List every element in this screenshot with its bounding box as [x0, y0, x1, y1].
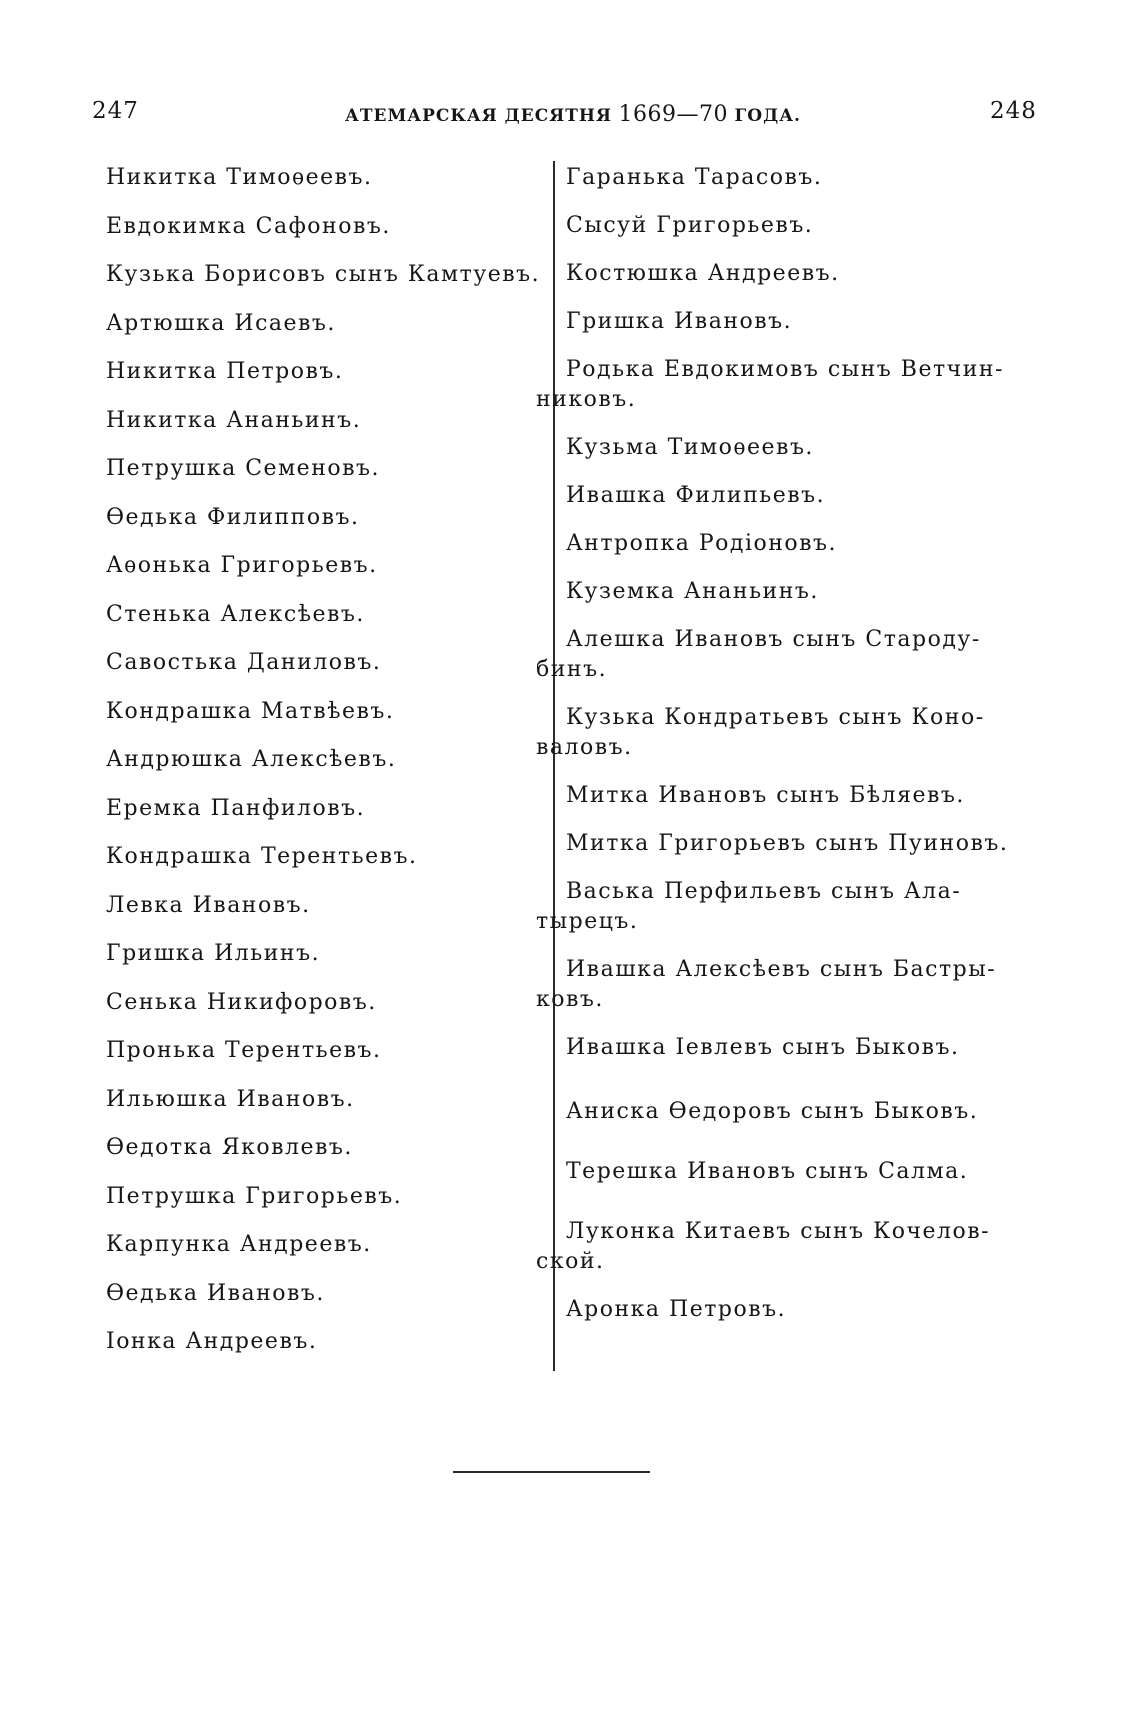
list-item: Аронка Петровъ.	[566, 1297, 787, 1322]
list-item: Куземка Ананьинъ.	[566, 579, 819, 604]
list-item: Карпунка Андреевъ.	[106, 1232, 372, 1257]
list-item: Митка Григорьевъ сынъ Пуиновъ.	[566, 831, 1009, 856]
list-item: Стенька Алексѣевъ.	[106, 601, 365, 627]
running-title-suffix: ГОДА.	[734, 106, 801, 126]
list-item: Кондрашка Терентьевъ.	[106, 844, 418, 869]
running-title-text: АТЕМАРСКАЯ ДЕСЯТНЯ	[345, 106, 612, 126]
list-item: Кузьма Тимоѳеевъ.	[566, 435, 814, 460]
section-end-rule	[453, 1471, 650, 1473]
entry-line-2: бинъ.	[536, 657, 608, 682]
list-item-wrapped	[536, 355, 1036, 415]
list-item: Петрушка Семеновъ.	[106, 456, 380, 481]
entry-line-1: Алешка Ивановъ сынъ Староду-	[566, 627, 981, 652]
list-item-wrapped	[536, 625, 1036, 685]
entry-line-1: Родька Евдокимовъ сынъ Ветчин-	[566, 357, 1004, 382]
list-item: Костюшка Андреевъ.	[566, 261, 840, 286]
list-item: Сенька Никифоровъ.	[106, 989, 377, 1015]
entry-line-2: ской.	[536, 1249, 605, 1274]
entry-line-2: никовъ.	[536, 387, 637, 412]
list-item-wrapped	[536, 955, 1036, 1015]
list-item: Никитка Петровъ.	[106, 359, 344, 384]
entry-line-2: ковъ.	[536, 987, 604, 1012]
list-item: Ивашка Филипьевъ.	[566, 483, 826, 508]
list-item: Ѳедотка Яковлевъ.	[106, 1135, 353, 1160]
list-item: Андрюшка Алексѣевъ.	[106, 747, 397, 772]
list-item: Аниска Ѳедоровъ сынъ Быковъ.	[566, 1099, 979, 1124]
list-item-wrapped	[536, 877, 1036, 937]
list-item: Ивашка Іевлевъ сынъ Быковъ.	[566, 1035, 960, 1060]
page-number-left: 247	[92, 98, 139, 124]
list-item: Пронька Терентьевъ.	[106, 1038, 382, 1063]
list-item: Антропка Родіоновъ.	[566, 531, 838, 556]
list-item-wrapped	[536, 1217, 1036, 1277]
list-item: Гришка Ильинъ.	[106, 941, 321, 966]
entry-line-2: тырецъ.	[536, 909, 639, 934]
running-title-years: 1669—70	[618, 102, 728, 127]
list-item: Никитка Тимоѳеевъ.	[106, 165, 373, 190]
list-item: Ѳедька Филипповъ.	[106, 504, 360, 530]
list-item: Сысуй Григорьевъ.	[566, 213, 814, 238]
entry-line-1: Ивашка Алексѣевъ сынъ Бастры-	[566, 957, 997, 982]
list-item: Терешка Ивановъ сынъ Салма.	[566, 1159, 969, 1184]
list-item: Митка Ивановъ сынъ Бѣляевъ.	[566, 783, 965, 808]
list-item: Кузька Борисовъ сынъ Камтуевъ.	[106, 262, 541, 287]
list-item: Ильюшка Ивановъ.	[106, 1086, 355, 1112]
list-item: Савостька Даниловъ.	[106, 650, 382, 675]
entry-line-2: валовъ.	[536, 735, 633, 760]
entry-line-1: Луконка Китаевъ сынъ Кочелов-	[566, 1219, 991, 1244]
running-title	[345, 102, 801, 127]
list-item-wrapped	[536, 703, 1036, 763]
list-item: Евдокимка Сафоновъ.	[106, 213, 391, 239]
list-item: Гаранька Тарасовъ.	[566, 165, 823, 190]
list-item: Петрушка Григорьевъ.	[106, 1183, 403, 1209]
list-item: Никитка Ананьинъ.	[106, 407, 362, 433]
name-list-right	[536, 163, 1036, 1343]
list-item: Кондрашка Матвѣевъ.	[106, 698, 395, 724]
list-item: Артюшка Исаевъ.	[106, 310, 336, 336]
entry-line-1: Васька Перфильевъ сынъ Ала-	[566, 879, 962, 904]
list-item: Гришка Ивановъ.	[566, 309, 793, 334]
column-divider	[553, 161, 555, 1371]
list-item: Ѳедька Ивановъ.	[106, 1280, 325, 1306]
name-list-left	[106, 163, 546, 1376]
list-item: Левка Ивановъ.	[106, 892, 311, 918]
list-item: Еремка Панфиловъ.	[106, 795, 366, 821]
list-item: Аѳонька Григорьевъ.	[106, 553, 378, 578]
page-number-right: 248	[990, 98, 1037, 124]
list-item: Іонка Андреевъ.	[106, 1329, 318, 1354]
entry-line-1: Кузька Кондратьевъ сынъ Коно-	[566, 705, 985, 730]
